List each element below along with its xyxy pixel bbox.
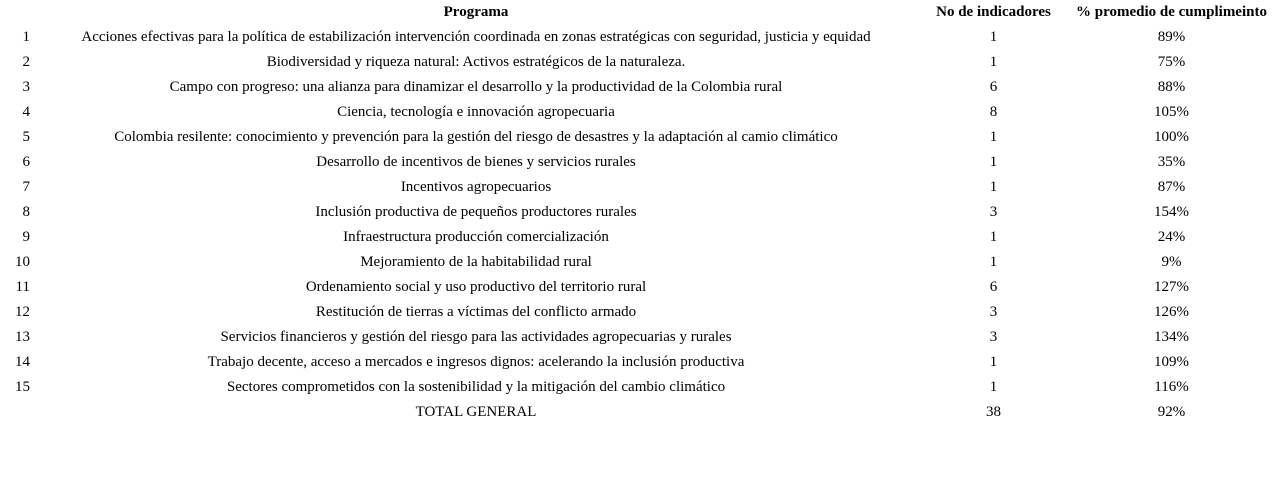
program-name-cell: Servicios financieros y gestión del riesgo para las actividades agropecuarias y rurales: [220, 329, 732, 345]
row-index-cell: 12: [15, 304, 30, 320]
compliance-percent-cell: 35%: [1157, 154, 1186, 170]
compliance-percent-cell: 9%: [1161, 254, 1182, 270]
table-header: [0, 0, 1278, 25]
row-index-cell: 3: [22, 79, 30, 95]
row-index-cell: 2: [22, 54, 30, 70]
table-row: [0, 25, 1278, 50]
table-body: [0, 25, 1278, 425]
table-row: [0, 50, 1278, 75]
column-header-program: Programa: [443, 4, 509, 20]
program-name-cell: Sectores comprometidos con la sostenibilidad y la mitigación del cambio climático: [226, 379, 726, 395]
indicators-count-cell: 1: [989, 379, 998, 395]
program-name-cell: Infraestructura producción comercialización: [343, 229, 609, 245]
compliance-percent-cell: 126%: [1154, 304, 1189, 320]
compliance-percent-cell: 109%: [1154, 354, 1189, 370]
compliance-percent-cell: 92%: [1157, 404, 1186, 420]
indicators-count-cell: 6: [989, 279, 998, 295]
program-name-cell: Biodiversidad y riqueza natural: Activos estratégicos de la naturaleza.: [266, 54, 686, 70]
table-row: [0, 375, 1278, 400]
compliance-percent-cell: 88%: [1157, 79, 1186, 95]
table-row: [0, 225, 1278, 250]
compliance-percent-cell: 87%: [1157, 179, 1186, 195]
indicators-count-cell: 1: [989, 29, 998, 45]
table-row: [0, 200, 1278, 225]
indicators-count-cell: 6: [989, 79, 998, 95]
indicators-count-cell: 1: [989, 179, 998, 195]
compliance-percent-cell: 116%: [1154, 379, 1189, 395]
table-row: [0, 400, 1278, 425]
table-row: [0, 350, 1278, 375]
table-row: [0, 175, 1278, 200]
row-index-cell: 9: [22, 229, 30, 245]
row-index-cell: 8: [22, 204, 30, 220]
table-row: [0, 75, 1278, 100]
program-name-cell: Incentivos agropecuarios: [400, 179, 552, 195]
compliance-percent-cell: 105%: [1154, 104, 1189, 120]
indicators-count-cell: 1: [989, 54, 998, 70]
table-row: [0, 150, 1278, 175]
program-name-cell: Mejoramiento de la habitabilidad rural: [360, 254, 592, 270]
row-index-cell: 1: [22, 29, 30, 45]
table-row: [0, 275, 1278, 300]
row-index-cell: 13: [15, 329, 30, 345]
row-index-cell: 6: [22, 154, 30, 170]
compliance-percent-cell: 75%: [1157, 54, 1186, 70]
row-index-cell: 4: [22, 104, 30, 120]
column-header-index: [0, 0, 30, 25]
table-header-row: [0, 0, 1278, 25]
program-name-cell: Colombia resilente: conocimiento y prevención para la gestión del riesgo de desastres y la adaptación al camio climático: [114, 129, 838, 145]
table-row: [0, 100, 1278, 125]
table-row: [0, 250, 1278, 275]
indicators-count-cell: 1: [989, 254, 998, 270]
table-row: [0, 300, 1278, 325]
program-name-cell: Desarrollo de incentivos de bienes y servicios rurales: [316, 154, 636, 170]
compliance-percent-cell: 127%: [1154, 279, 1189, 295]
row-index-cell: 14: [15, 354, 30, 370]
column-header-indicators: No de indicadores: [936, 4, 1051, 20]
indicators-count-cell: 3: [989, 329, 998, 345]
row-index-cell: 10: [15, 254, 30, 270]
indicators-count-cell: 3: [989, 304, 998, 320]
compliance-percent-cell: 134%: [1154, 329, 1189, 345]
row-index-cell: 11: [15, 279, 30, 295]
program-name-cell: Ordenamiento social y uso productivo del territorio rural: [305, 279, 647, 295]
compliance-percent-cell: 100%: [1154, 129, 1189, 145]
compliance-percent-cell: 24%: [1157, 229, 1186, 245]
program-name-cell: Campo con progreso: una alianza para dinamizar el desarrollo y la productividad de la Colombia rural: [169, 79, 783, 95]
program-name-cell: Acciones efectivas para la política de estabilización intervención coordinada en zonas estratégicas con seguridad, justicia y equidad: [81, 29, 871, 45]
table-row: [0, 325, 1278, 350]
compliance-percent-cell: 154%: [1154, 204, 1189, 220]
row-index-cell: 15: [15, 379, 30, 395]
program-name-cell: Inclusión productiva de pequeños productores rurales: [315, 204, 637, 220]
program-name-cell: Trabajo decente, acceso a mercados e ingresos dignos: acelerando la inclusión productiva: [207, 354, 745, 370]
compliance-percent-cell: 89%: [1157, 29, 1186, 45]
column-header-compliance: % promedio de cumplimeinto: [1076, 4, 1267, 20]
indicators-count-cell: 1: [989, 354, 998, 370]
program-name-cell: Restitución de tierras a víctimas del conflicto armado: [315, 304, 637, 320]
indicators-count-cell: 3: [989, 204, 998, 220]
indicators-count-cell: 8: [989, 104, 998, 120]
row-index-cell: 7: [22, 179, 30, 195]
indicators-count-cell: 1: [989, 229, 998, 245]
indicators-count-cell: 1: [989, 154, 998, 170]
table-row: [0, 125, 1278, 150]
row-index-cell: 5: [22, 129, 30, 145]
program-name-cell: Ciencia, tecnología e innovación agropecuaria: [337, 104, 615, 120]
indicators-count-cell: 38: [986, 404, 1001, 420]
program-name-cell: TOTAL GENERAL: [415, 404, 537, 420]
indicators-count-cell: 1: [989, 129, 998, 145]
